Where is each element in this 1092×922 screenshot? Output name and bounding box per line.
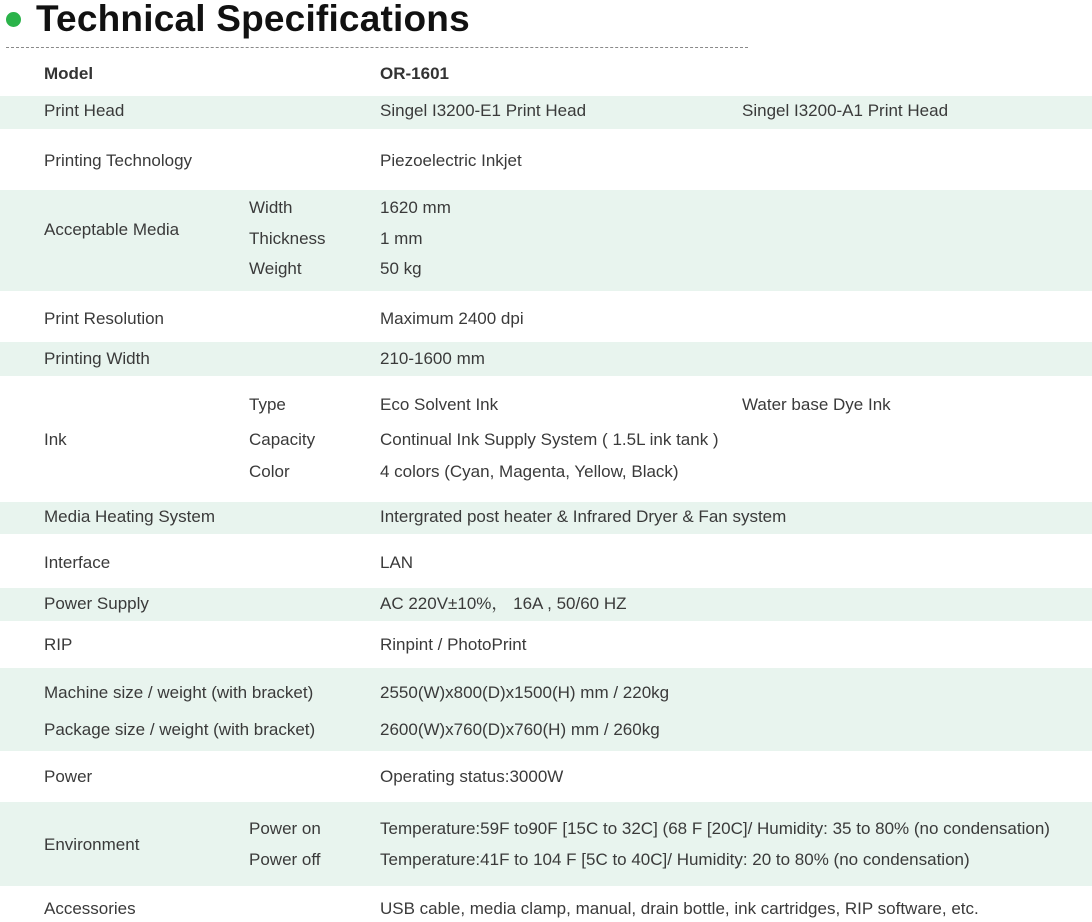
power-on-value: Temperature:59F to90F [15C to 32C] (68 F [20C]/ Humidity: 35 to 80% (no condensation) — [380, 819, 1050, 838]
media-heating-value: Intergrated post heater & Infrared Dryer & Fan system — [380, 507, 787, 526]
rip-label: RIP — [44, 635, 73, 654]
ink-capacity-value: Continual Ink Supply System ( 1.5L ink tank ) — [380, 430, 719, 449]
accessories-label: Accessories — [44, 899, 136, 918]
environment-label: Environment — [44, 835, 140, 854]
print-head-value-1: Singel I3200-E1 Print Head — [380, 101, 587, 120]
ink-color-label: Color — [249, 462, 290, 481]
package-size-label: Package size / weight (with bracket) — [44, 720, 316, 739]
ink-type-value-2: Water base Dye Ink — [742, 395, 891, 414]
media-width-value: 1620 mm — [380, 198, 451, 217]
rip-value: Rinpint / PhotoPrint — [380, 635, 527, 654]
ink-capacity-label: Capacity — [249, 430, 316, 449]
ink-color-value: 4 colors (Cyan, Magenta, Yellow, Black) — [380, 462, 679, 481]
power-label: Power — [44, 767, 93, 786]
printing-technology-value: Piezoelectric Inkjet — [380, 151, 522, 170]
media-weight-value: 50 kg — [380, 259, 422, 278]
print-resolution-value: Maximum 2400 dpi — [380, 309, 524, 328]
accessories-value: USB cable, media clamp, manual, drain bottle, ink cartridges, RIP software, etc. — [380, 899, 979, 918]
printing-width-label: Printing Width — [44, 349, 150, 368]
media-heating-label: Media Heating System — [44, 507, 216, 526]
power-supply-value: AC 220V±10%， 16A , 50/60 HZ — [380, 594, 627, 613]
printing-technology-label: Printing Technology — [44, 151, 193, 170]
model-label: Model — [44, 64, 94, 83]
media-width-label: Width — [249, 198, 293, 217]
row-band-acceptable-media — [0, 190, 1092, 291]
power-off-label: Power off — [249, 850, 321, 869]
package-size-value: 2600(W)x760(D)x760(H) mm / 260kg — [380, 720, 660, 739]
row-band-printing-width — [0, 342, 1092, 376]
machine-size-value: 2550(W)x800(D)x1500(H) mm / 220kg — [380, 683, 670, 702]
power-value: Operating status:3000W — [380, 767, 564, 786]
interface-label: Interface — [44, 553, 111, 572]
bullet-dot-icon — [6, 12, 21, 27]
ink-label: Ink — [44, 430, 67, 449]
ink-type-label: Type — [249, 395, 286, 414]
media-thickness-label: Thickness — [249, 229, 326, 248]
acceptable-media-label: Acceptable Media — [44, 220, 180, 239]
media-thickness-value: 1 mm — [380, 229, 423, 248]
print-resolution-label: Print Resolution — [44, 309, 165, 328]
power-off-value: Temperature:41F to 104 F [5C to 40C]/ Humidity: 20 to 80% (no condensation) — [380, 850, 970, 869]
print-head-label: Print Head — [44, 101, 125, 120]
power-on-label: Power on — [249, 819, 321, 838]
power-supply-label: Power Supply — [44, 594, 149, 613]
page-title: Technical Specifications — [36, 0, 470, 39]
print-head-value-2: Singel I3200-A1 Print Head — [742, 101, 949, 120]
model-value: OR-1601 — [380, 64, 449, 83]
ink-type-value-1: Eco Solvent Ink — [380, 395, 499, 414]
media-weight-label: Weight — [249, 259, 302, 278]
title-divider — [6, 47, 748, 48]
row-band-environment — [0, 802, 1092, 886]
machine-size-label: Machine size / weight (with bracket) — [44, 683, 314, 702]
printing-width-value: 210-1600 mm — [380, 349, 485, 368]
interface-value: LAN — [380, 553, 414, 572]
